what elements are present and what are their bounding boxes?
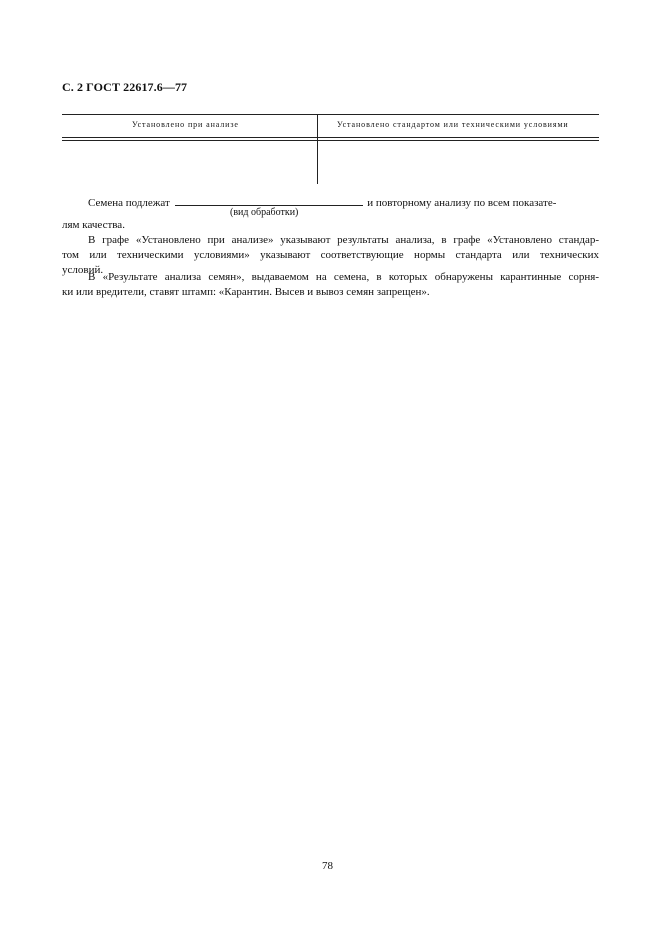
column-header-standard: Установлено стандартом или техническими условиями bbox=[337, 120, 569, 129]
table-header-rule-lower bbox=[62, 140, 599, 141]
column-header-analysis: Установлено при анализе bbox=[132, 120, 239, 129]
results-table bbox=[62, 114, 599, 184]
table-header-rule-upper bbox=[62, 137, 599, 138]
paragraph-treatment-end: и повторному анализу по всем показате- bbox=[367, 197, 557, 209]
page-number: 78 bbox=[322, 860, 333, 872]
treatment-blank-line bbox=[175, 194, 363, 206]
page-header: С. 2 ГОСТ 22617.6—77 bbox=[62, 80, 188, 94]
paragraph-treatment-continuation: лям качества. bbox=[62, 219, 125, 231]
paragraph-quarantine-line-1: В «Результате анализа семян», выдаваемом на семена, в которых обнаружены карантинные сорня- bbox=[88, 271, 599, 283]
paragraph-quarantine bbox=[62, 270, 599, 300]
treatment-caption: (вид обработки) bbox=[230, 207, 299, 218]
paragraph-treatment-start: Семена подлежат bbox=[88, 197, 170, 209]
paragraph-columns-line-1: В графе «Установлено при анализе» указывают результаты анализа, в графе «Установлено стандар- bbox=[88, 234, 599, 246]
paragraph-treatment bbox=[62, 194, 599, 211]
paragraph-columns-line-3: условий. bbox=[62, 264, 104, 276]
table-top-rule bbox=[62, 114, 599, 115]
paragraph-quarantine-line-2: ки или вредители, ставят штамп: «Карантин. Высев и вывоз семян запрещен». bbox=[62, 286, 430, 298]
table-column-divider bbox=[317, 114, 318, 184]
paragraph-columns-line-2: том или техническими условиями» указывают соответствующие нормы стандарта или технических bbox=[62, 249, 599, 261]
